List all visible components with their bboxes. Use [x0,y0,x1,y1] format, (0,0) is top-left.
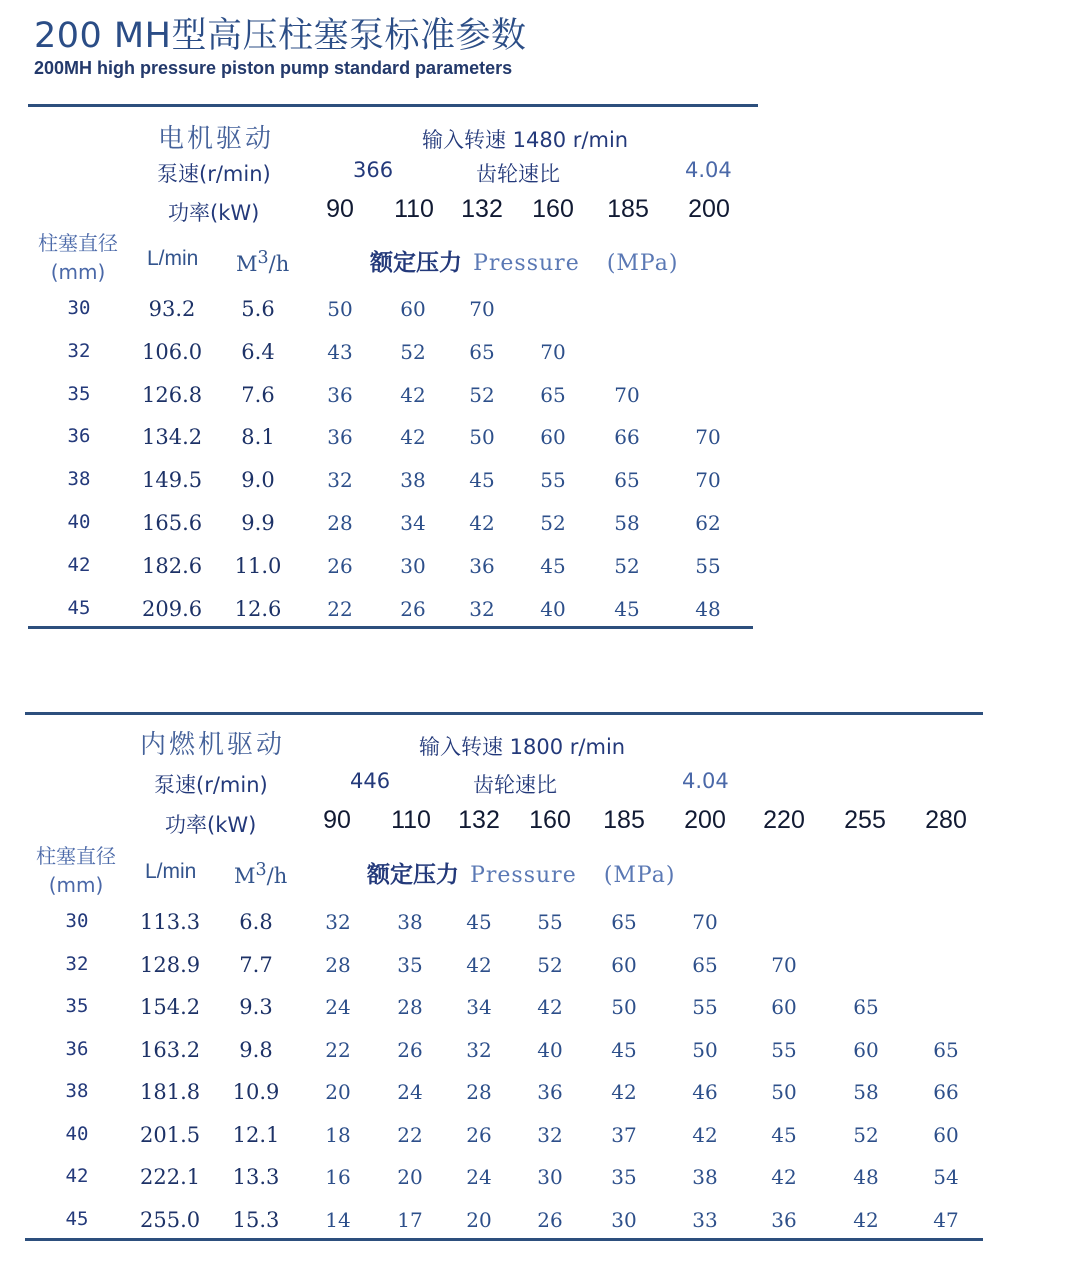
plunger-diameter-header [32,842,120,900]
pressure-value: 30 [537,1165,563,1189]
flow-lmin: 154.2 [140,995,201,1019]
rated-pressure-en: Pressure [473,251,580,276]
flow-unit-lmin: L/min [145,860,197,883]
pressure-value: 52 [537,952,563,977]
pressure-value: 48 [853,1165,879,1189]
pressure-value: 50 [327,297,353,321]
power-value: 185 [607,195,649,223]
plunger-diameter: 30 [67,297,91,319]
pressure-value: 60 [771,995,797,1019]
pressure-value: 26 [466,1122,492,1147]
flow-m3h: 13.3 [232,1165,280,1189]
pressure-value: 42 [400,382,426,407]
pressure-value: 17 [397,1207,423,1232]
rated-pressure-cn: 额定压力 [370,250,462,276]
unit-h: /h [268,252,290,276]
pressure-value: 20 [466,1207,492,1232]
flow-lmin: 222.1 [140,1165,201,1189]
pressure-value: 24 [397,1080,423,1104]
flow-lmin: 113.3 [140,910,201,934]
pressure-value: 30 [611,1207,637,1232]
pressure-value: 20 [397,1165,423,1189]
pressure-value: 38 [400,468,426,493]
pressure-value: 36 [327,425,353,450]
flow-lmin: 134.2 [142,425,203,450]
plunger-diameter: 36 [67,425,91,448]
pressure-value: 36 [771,1207,797,1232]
pump-speed-label: 泵速(r/min) [157,162,271,186]
table-top-rule [28,104,758,107]
table-bottom-rule [28,626,753,629]
plunger-diameter: 32 [67,339,91,362]
drive-type: 电机驱动 [158,124,275,154]
flow-lmin: 182.6 [142,553,203,578]
pressure-value: 65 [692,952,718,977]
pressure-value: 32 [466,1037,492,1062]
unit-sup: 3 [257,248,269,268]
plunger-diameter: 35 [67,382,91,405]
plunger-diameter-unit: (mm) [48,873,104,897]
pressure-value: 47 [933,1207,959,1232]
gear-ratio-value: 4.04 [682,769,729,793]
plunger-diameter-unit: (mm) [50,260,106,284]
pressure-value: 46 [692,1080,718,1104]
pressure-value: 22 [327,596,353,621]
power-value: 132 [458,806,500,834]
pressure-value: 55 [692,995,718,1019]
table-bottom-rule [25,1238,983,1241]
pressure-value: 33 [692,1207,718,1232]
power-value: 255 [844,806,886,834]
pressure-value: 70 [540,339,566,364]
gear-ratio-label: 齿轮速比 [473,773,557,797]
pressure-value: 28 [325,952,351,977]
pressure-value: 20 [325,1080,351,1104]
pressure-value: 65 [853,995,879,1019]
pressure-value: 60 [853,1037,879,1062]
pressure-value: 38 [397,910,423,934]
flow-m3h: 5.6 [241,297,275,321]
pump-speed-label: 泵速(r/min) [154,773,268,797]
pump-speed-value: 366 [353,158,394,182]
pressure-value: 54 [933,1165,959,1189]
flow-lmin: 163.2 [140,1037,201,1062]
pressure-value: 42 [692,1122,718,1147]
unit-m: M [236,252,258,276]
table-top-rule [25,712,983,715]
rated-pressure-cn: 额定压力 [367,862,459,888]
pressure-value: 55 [537,910,563,934]
pressure-value: 26 [537,1207,563,1232]
pressure-value: 36 [327,382,353,407]
flow-m3h: 6.4 [241,339,275,364]
power-value: 200 [688,195,730,223]
rated-pressure-header [367,856,675,889]
pressure-value: 50 [469,425,495,450]
power-value: 160 [529,806,571,834]
flow-m3h: 9.8 [239,1037,273,1062]
flow-lmin: 128.9 [140,952,201,977]
pressure-value: 70 [469,297,495,321]
flow-lmin: 165.6 [142,511,203,535]
pressure-value: 52 [400,339,426,364]
pressure-value: 65 [611,910,637,934]
pressure-value: 52 [614,553,640,578]
pressure-value: 26 [400,596,426,621]
unit-h: /h [266,864,288,888]
pressure-value: 38 [692,1165,718,1189]
pressure-value: 50 [771,1080,797,1104]
plunger-diameter: 32 [65,952,89,975]
pressure-value: 32 [469,596,495,621]
unit-m: M [234,864,256,888]
pressure-value: 37 [611,1122,637,1147]
pressure-value: 65 [469,339,495,364]
pressure-value: 45 [469,468,495,493]
flow-lmin: 181.8 [140,1080,201,1104]
pressure-value: 48 [695,596,721,621]
page-title: 200 MH型高压柱塞泵标准参数 [34,16,527,56]
pump-speed-value: 446 [350,769,391,793]
pressure-value: 52 [540,511,566,535]
flow-lmin: 126.8 [142,382,203,407]
pressure-value: 32 [325,910,351,934]
pressure-value: 52 [853,1122,879,1147]
pressure-value: 70 [695,425,721,450]
pressure-value: 42 [611,1080,637,1104]
pressure-value: 55 [695,553,721,578]
pressure-value: 42 [771,1165,797,1189]
page-subtitle: 200MH high pressure piston pump standard parameters [34,58,513,78]
pressure-value: 45 [771,1122,797,1147]
pressure-value: 70 [692,910,718,934]
pressure-value: 40 [537,1037,563,1062]
pressure-value: 28 [466,1080,492,1104]
pressure-value: 70 [695,468,721,493]
pressure-value: 58 [853,1080,879,1104]
pressure-value: 52 [469,382,495,407]
flow-m3h: 10.9 [232,1080,280,1104]
pressure-value: 60 [611,952,637,977]
rated-pressure-unit: (MPa) [606,251,679,276]
plunger-diameter: 45 [65,1207,89,1230]
pressure-value: 35 [397,952,423,977]
pressure-value: 42 [853,1207,879,1232]
flow-m3h: 8.1 [241,425,275,450]
gear-ratio-value: 4.04 [685,158,732,182]
plunger-diameter: 40 [67,511,91,533]
pressure-value: 66 [614,425,640,450]
pressure-value: 50 [611,995,637,1019]
plunger-diameter: 42 [67,553,91,576]
flow-lmin: 201.5 [140,1122,201,1147]
pressure-value: 60 [933,1122,959,1147]
power-label: 功率(kW) [165,813,257,837]
pressure-value: 70 [771,952,797,977]
pressure-value: 35 [611,1165,637,1189]
pressure-value: 24 [325,995,351,1019]
flow-m3h: 6.8 [239,910,273,934]
power-value: 110 [391,806,431,834]
flow-m3h: 15.3 [232,1207,280,1232]
gear-ratio-label: 齿轮速比 [476,162,560,186]
flow-unit-m3h [236,248,289,276]
pressure-value: 65 [614,468,640,493]
rated-pressure-en: Pressure [470,863,577,888]
pressure-value: 42 [466,952,492,977]
power-value: 185 [603,806,645,834]
drive-type: 内燃机驱动 [140,730,286,760]
pressure-value: 34 [400,511,426,535]
pressure-value: 26 [397,1037,423,1062]
pressure-value: 70 [614,382,640,407]
flow-m3h: 12.6 [234,596,282,621]
pressure-value: 60 [400,297,426,321]
unit-sup: 3 [255,860,267,880]
plunger-diameter: 42 [65,1165,89,1187]
flow-unit-lmin: L/min [147,247,199,270]
pressure-value: 18 [325,1122,351,1147]
pressure-value: 55 [540,468,566,493]
plunger-diameter-label: 柱塞直径 [36,844,116,868]
flow-lmin: 149.5 [142,468,203,493]
pressure-value: 28 [397,995,423,1019]
pressure-value: 30 [400,553,426,578]
pressure-value: 60 [540,425,566,450]
flow-m3h: 7.6 [241,382,275,407]
input-speed: 输入转速 1800 r/min [419,735,626,759]
pressure-value: 45 [611,1037,637,1062]
pressure-value: 42 [469,511,495,535]
pressure-value: 22 [397,1122,423,1147]
pressure-value: 24 [466,1165,492,1189]
plunger-diameter: 45 [67,596,91,619]
power-value: 132 [461,195,503,223]
pressure-value: 26 [327,553,353,578]
flow-m3h: 7.7 [239,952,273,977]
power-value: 200 [684,806,726,834]
power-value: 220 [763,806,805,834]
plunger-diameter: 40 [65,1122,89,1145]
flow-lmin: 93.2 [148,297,196,321]
flow-lmin: 209.6 [142,596,203,621]
plunger-diameter: 36 [65,1037,89,1060]
pressure-value: 14 [325,1207,351,1232]
pressure-value: 45 [466,910,492,934]
pressure-value: 34 [466,995,492,1019]
rated-pressure-header [370,244,678,277]
flow-lmin: 106.0 [142,339,203,364]
power-label: 功率(kW) [168,201,260,225]
pressure-value: 45 [540,553,566,578]
pressure-value: 42 [537,995,563,1019]
input-speed: 输入转速 1480 r/min [422,128,629,152]
pressure-value: 66 [933,1080,959,1104]
pressure-value: 50 [692,1037,718,1062]
pressure-value: 32 [537,1122,563,1147]
pressure-value: 22 [325,1037,351,1062]
flow-unit-m3h [234,860,287,888]
flow-lmin: 255.0 [140,1207,201,1232]
plunger-diameter: 30 [65,910,89,932]
pressure-value: 45 [614,596,640,621]
plunger-diameter-header [34,229,122,287]
power-value: 160 [532,195,574,223]
flow-m3h: 9.9 [241,511,275,535]
pressure-value: 58 [614,511,640,535]
pressure-value: 43 [327,339,353,364]
flow-m3h: 9.0 [241,468,275,493]
pressure-value: 40 [540,596,566,621]
rated-pressure-unit: (MPa) [603,863,676,888]
power-value: 110 [394,195,434,223]
flow-m3h: 9.3 [239,995,273,1019]
pressure-value: 28 [327,511,353,535]
plunger-diameter-label: 柱塞直径 [38,231,118,255]
plunger-diameter: 38 [65,1080,89,1102]
power-value: 90 [326,195,354,223]
pressure-value: 55 [771,1037,797,1062]
pressure-value: 62 [695,511,721,535]
plunger-diameter: 35 [65,995,89,1017]
flow-m3h: 12.1 [232,1122,280,1147]
pressure-value: 65 [933,1037,959,1062]
power-value: 90 [323,806,351,834]
flow-m3h: 11.0 [234,553,282,578]
pressure-value: 42 [400,425,426,450]
pressure-value: 32 [327,468,353,493]
power-value: 280 [925,806,967,834]
pressure-value: 16 [325,1165,351,1189]
pressure-value: 36 [537,1080,563,1104]
plunger-diameter: 38 [67,468,91,491]
pressure-value: 65 [540,382,566,407]
pressure-value: 36 [469,553,495,578]
